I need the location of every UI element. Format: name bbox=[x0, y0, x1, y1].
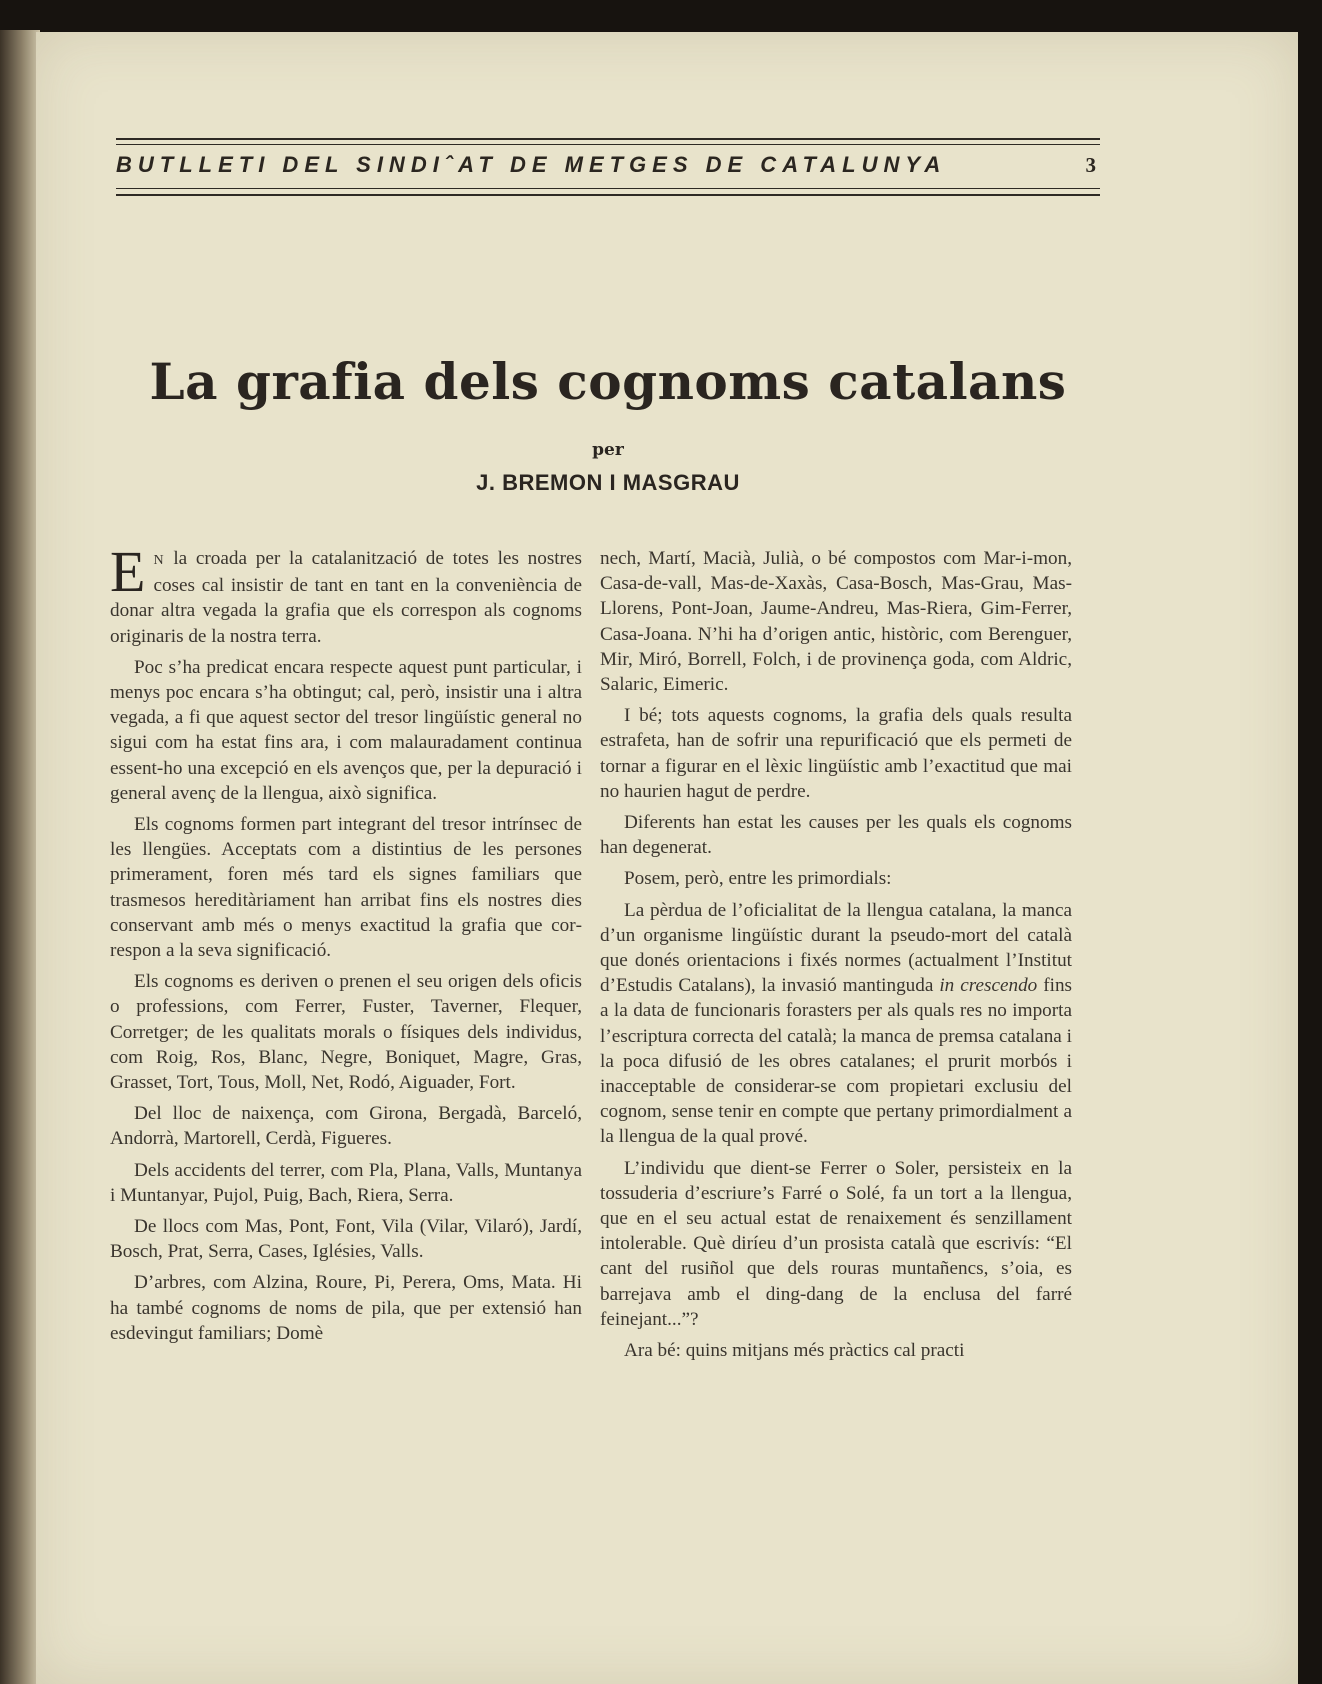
paragraph-text: la croada per la catalanització de totes les nostres coses cal insistir de tant en tant en la conveniència de donar altra vegada la grafia que els correspon als cognoms originaris de la nostra terra. bbox=[110, 548, 582, 647]
journal-title: BUTLLETI DEL SINDIˆAT DE METGES DE CATALUNYA bbox=[116, 152, 947, 177]
article-title: La grafia dels cognoms catalans bbox=[149, 352, 1067, 411]
article-author: J. BREMON I MASGRAU bbox=[476, 470, 740, 495]
first-word: N bbox=[153, 553, 165, 568]
paragraph-text: fins a la data de funcionaris forasters per als quals res no importa l’escriptura correcta del català; la manca de premsa catalana i la poca difusió de les obres catalanes; el prurit morbós i inacceptable de considerar-se com propietari exclusiu del cognom, sense tenir en compte que pertany primordialment a la llengua de la qual prové. bbox=[600, 975, 1073, 1148]
paragraph: I bé; tots aquests cognoms, la grafia dels quals resulta estrafeta, han de sofrir una repurificació que els permeti de tornar a figurar en el lèxic lingüístic amb l’exactitud que mai no haurien hagut de perdre. bbox=[600, 705, 1072, 802]
paragraph: Els cognoms es deriven o prenen el seu origen dels oficis o professions, com Ferrer, Fuster, Taverner, Flequer, Corretger; de les qualitats morals o físiques dels individus, com Roig, Ros, Blanc, Negre, Boniquet, Magre, Gras, Grasset, Tort, Tous, Moll, Net, Rodó, Aiguader, Fort. bbox=[110, 971, 582, 1094]
text-column-left bbox=[110, 539, 582, 1352]
paragraph: nech, Martí, Macià, Julià, o bé compostos com Mar-i-mon, Casa-de-vall, Mas-de-Xaxàs, Casa-Bosch, Mas-Grau, Mas-Llorens, Pont-Joan, Jaume-Andreu, Mas-Riera, Gim-Ferrer, Casa-Joana. N’hi ha d’origen antic, històric, com Berenguer, Mir, Miró, Borrell, Folch, i de provinença goda, com Aldric, Salaric, Eimeric. bbox=[600, 548, 1072, 696]
paragraph: Del lloc de naixença, com Girona, Bergadà, Barceló, Andorrà, Martorell, Cerdà, Figueres. bbox=[110, 1103, 582, 1150]
paragraph bbox=[600, 898, 1072, 1150]
header-rule-top-thin bbox=[116, 144, 1100, 145]
paragraph: Diferents han estat les causes per les quals els cognoms han degenerat. bbox=[600, 812, 1072, 859]
paragraph: D’arbres, com Alzina, Roure, Pi, Perera, Oms, Mata. Hi ha també cognoms de noms de pila, que per extensió han esdevingut familiars; Domè bbox=[110, 1272, 582, 1344]
byline-per: per bbox=[592, 440, 624, 460]
paragraph: Els cognoms formen part integrant del tresor intrínsec de les llengües. Acceptats com a distintius de les persones primerament, foren més tard els signes familiars que trasmesos hereditàriament han arribat fins els nostres dies conservant amb més o menys exactitud la grafia que correspon a la seva significació. bbox=[110, 814, 582, 962]
text-column-right bbox=[600, 546, 1072, 1369]
drop-cap: E bbox=[110, 539, 146, 604]
header-rule-top bbox=[116, 138, 1100, 140]
paragraph-text: La pèrdua de l’oficialitat de la llengua catalana, la manca d’un organisme lingüístic durant la pseudo-mort del català que donés orientacions i fixés normes (actualment l’Institut d’Estudis Catalans), la invasió mantinguda bbox=[600, 899, 1072, 997]
header-rule-bottom bbox=[116, 194, 1100, 196]
page-number: 3 bbox=[1085, 153, 1096, 177]
italic-phrase: in crescendo bbox=[939, 975, 1038, 997]
page-edge bbox=[0, 30, 40, 1684]
running-header bbox=[116, 104, 1100, 196]
paragraph: L’individu que dient-se Ferrer o Soler, persisteix en la tossuderia d’escriure’s Farré o Solé, fa un tort a la llengua, que en el seu actual estat de renaixement és senzillament intolerable. Què diríeu d’un prosista català que escrivís: “El cant del rusiñol que dels rouras muntañencs, s’oia, es barrejava amb el ding-dang de la enclusa del farré feinejant...”? bbox=[600, 1157, 1072, 1330]
header-rule-bottom-thin bbox=[116, 188, 1100, 189]
paragraph: Posem, però, entre les primordials: bbox=[624, 868, 892, 890]
paragraph: De llocs com Mas, Pont, Font, Vila (Vilar, Vilaró), Jardí, Bosch, Prat, Serra, Cases, Iglésies, Valls. bbox=[110, 1216, 582, 1263]
paragraph bbox=[110, 539, 582, 649]
paragraph: Dels accidents del terrer, com Pla, Plana, Valls, Muntanya i Muntanyar, Pujol, Puig, Bach, Riera, Serra. bbox=[110, 1159, 582, 1206]
paragraph: Ara bé: quins mitjans més pràctics cal practi bbox=[624, 1340, 965, 1362]
paragraph: Poc s’ha predicat encara respecte aquest punt particular, i menys poc encara s’ha obtingut; cal, però, insistir una i altra vegada, a fi que aquest sector del tresor lingüístic general no sigui com ha estat fins ara, i com malauradament continua essent-ho una excepció en els avenços que, per la depuració i general avenç de la llengua, això significa. bbox=[110, 656, 582, 804]
